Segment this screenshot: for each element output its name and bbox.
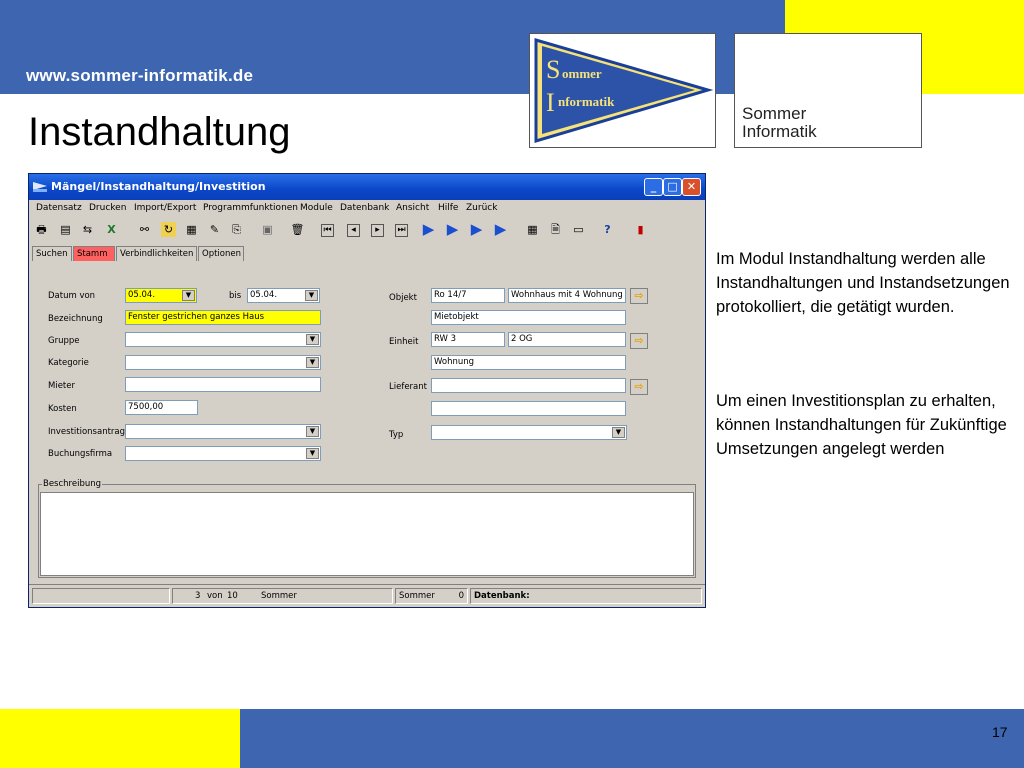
network-icon[interactable]: ⇆: [82, 223, 93, 236]
prev-record-icon[interactable]: ◂: [347, 224, 360, 237]
kategorie-select[interactable]: [125, 355, 321, 370]
buchungsfirma-select[interactable]: [125, 446, 321, 461]
menu-module[interactable]: Module: [300, 203, 333, 213]
status-db-label: Datenbank:: [474, 591, 530, 601]
calendar-icon[interactable]: ▦: [527, 223, 538, 236]
einheit-code-field[interactable]: RW 3: [431, 332, 505, 347]
objekt-label: Objekt: [389, 293, 417, 303]
menu-ansicht[interactable]: Ansicht: [396, 203, 430, 213]
mieter-field[interactable]: [125, 377, 321, 392]
investitionsantrag-dropdown[interactable]: ▼: [306, 426, 319, 437]
buchungsfirma-label: Buchungsfirma: [48, 449, 113, 459]
record-total: 10: [227, 591, 238, 601]
kategorie-dropdown[interactable]: ▼: [306, 357, 319, 368]
site-url: www.sommer-informatik.de: [26, 66, 254, 85]
si-last-icon[interactable]: ▶: [494, 220, 507, 238]
menu-drucken[interactable]: Drucken: [89, 203, 127, 213]
logo-text-line2: Informatik: [742, 122, 817, 141]
objekt-code-field[interactable]: Ro 14/7: [431, 288, 505, 303]
status-user2-cell: [395, 588, 468, 604]
datum-von-field[interactable]: [125, 288, 197, 303]
tab-stamm[interactable]: Stamm: [73, 246, 115, 261]
lieferant-extra-field[interactable]: [431, 401, 626, 416]
logo-text-box: [734, 33, 922, 148]
status-db-cell: [470, 588, 702, 604]
objekt-type-field[interactable]: Mietobjekt: [431, 310, 626, 325]
table-icon[interactable]: ▦: [186, 223, 197, 236]
logo-i-initial: I: [546, 88, 555, 117]
logo-line1: ommer: [562, 66, 602, 81]
si-first-icon[interactable]: ▶: [422, 220, 435, 238]
description-paragraph-1: Im Modul Instandhaltung werden alle Instandhaltungen und Instandsetzungen protokolliert, die getätigt wurden.: [716, 250, 1010, 316]
bezeichnung-label: Bezeichnung: [48, 314, 103, 324]
exit-icon[interactable]: ▮: [637, 223, 644, 236]
menu-programmfunktionen[interactable]: Programmfunktionen: [203, 203, 299, 213]
monitor-icon[interactable]: ▭: [573, 223, 584, 236]
refresh-icon[interactable]: ↻: [161, 222, 176, 237]
investitionsantrag-select[interactable]: [125, 424, 321, 439]
minimize-button[interactable]: _: [644, 178, 663, 196]
app-window: [28, 173, 706, 608]
datum-von-label: Datum von: [48, 291, 96, 301]
beschreibung-label: Beschreibung: [43, 479, 102, 489]
einheit-label: Einheit: [389, 337, 419, 347]
buchungsfirma-dropdown[interactable]: ▼: [306, 448, 319, 459]
tab-optionen[interactable]: Optionen: [198, 246, 244, 261]
datum-von-value: 05.04.: [128, 290, 156, 300]
toolbox-icon[interactable]: ✎: [209, 223, 220, 236]
bis-dropdown[interactable]: ▼: [305, 290, 318, 301]
next-record-icon[interactable]: ▸: [371, 224, 384, 237]
tab-verbindlichkeiten[interactable]: Verbindlichkeiten: [116, 246, 197, 261]
maximize-button[interactable]: □: [663, 178, 682, 196]
menu-import-export[interactable]: Import/Export: [134, 203, 197, 213]
status-record-cell: [172, 588, 393, 604]
si-prev-icon[interactable]: ▶: [446, 220, 459, 238]
logo-line2: nformatik: [558, 94, 615, 109]
print-icon[interactable]: 🖶: [36, 223, 47, 236]
menu-datenbank[interactable]: Datenbank: [340, 203, 390, 213]
status-user: Sommer: [261, 591, 297, 601]
menu-hilfe[interactable]: Hilfe: [438, 203, 459, 213]
beschreibung-textarea[interactable]: [40, 492, 694, 576]
slide-title: Instandhaltung: [28, 110, 291, 154]
gruppe-dropdown[interactable]: ▼: [306, 334, 319, 345]
menu-bar: [29, 201, 705, 217]
bis-field[interactable]: [247, 288, 320, 303]
bis-value: 05.04.: [250, 290, 278, 300]
status-user2: Sommer: [399, 591, 435, 601]
document-icon[interactable]: 🗎: [551, 223, 560, 236]
typ-select[interactable]: [431, 425, 627, 440]
menu-zurueck[interactable]: Zurück: [466, 203, 498, 213]
typ-dropdown[interactable]: ▼: [612, 427, 625, 438]
si-next-icon[interactable]: ▶: [470, 220, 483, 238]
help-icon[interactable]: ?: [604, 223, 611, 236]
save-icon[interactable]: ▣: [262, 223, 273, 236]
logo-s-initial: S: [546, 55, 561, 84]
delete-icon[interactable]: 🗑: [290, 223, 305, 236]
bezeichnung-field[interactable]: Fenster gestrichen ganzes Haus: [125, 310, 321, 325]
window-title: Mängel/Instandhaltung/Investition: [51, 180, 266, 193]
description-paragraph-2: Um einen Investitionsplan zu erhalten, können Instandhaltungen für Zukünftige Umsetzungen angelegt werden: [716, 392, 1007, 458]
last-record-icon[interactable]: ⏭: [395, 224, 408, 237]
einheit-type-field[interactable]: Wohnung: [431, 355, 626, 370]
app-icon: [33, 180, 47, 192]
status-cell-empty: [32, 588, 170, 604]
toolbar: [31, 219, 703, 241]
first-record-icon[interactable]: ⏮: [321, 224, 334, 237]
bis-label: bis: [229, 291, 242, 301]
binoculars-icon[interactable]: ⚯: [139, 223, 150, 236]
objekt-arrow-button[interactable]: ⇨: [630, 288, 648, 304]
copy-icon[interactable]: ⎘: [232, 223, 241, 236]
print-preview-icon[interactable]: ▤: [60, 223, 71, 236]
logo-text-line1: Sommer: [742, 104, 807, 123]
menu-datensatz[interactable]: Datensatz: [36, 203, 82, 213]
logo-pennant: [529, 33, 716, 148]
einheit-arrow-button[interactable]: ⇨: [630, 333, 648, 349]
tab-suchen[interactable]: Suchen: [32, 246, 72, 261]
status-bar: [29, 584, 705, 608]
datum-von-dropdown[interactable]: ▼: [182, 290, 195, 301]
excel-icon[interactable]: X: [107, 223, 116, 236]
kategorie-label: Kategorie: [48, 358, 89, 368]
mieter-label: Mieter: [48, 381, 75, 391]
record-current: 3: [195, 591, 201, 601]
kosten-label: Kosten: [48, 404, 77, 414]
einheit-floor-field[interactable]: 2 OG: [508, 332, 626, 347]
typ-label: Typ: [389, 430, 404, 440]
bottom-banner: [240, 709, 1024, 768]
window-titlebar[interactable]: [29, 174, 705, 200]
lieferant-arrow-button[interactable]: ⇨: [630, 379, 648, 395]
investitionsantrag-label: Investitionsantrag: [48, 427, 126, 437]
status-count: 0: [458, 591, 464, 601]
lieferant-label: Lieferant: [389, 382, 427, 392]
gruppe-label: Gruppe: [48, 336, 80, 346]
kosten-field[interactable]: 7500,00: [125, 400, 198, 415]
gruppe-select[interactable]: [125, 332, 321, 347]
page-number: 17: [992, 724, 1008, 740]
record-of: von: [207, 591, 223, 601]
lieferant-field[interactable]: [431, 378, 626, 393]
close-button[interactable]: ✕: [682, 178, 701, 196]
bottom-yellow-block: [0, 709, 240, 768]
objekt-name-field[interactable]: Wohnhaus mit 4 Wohnung: [508, 288, 626, 303]
